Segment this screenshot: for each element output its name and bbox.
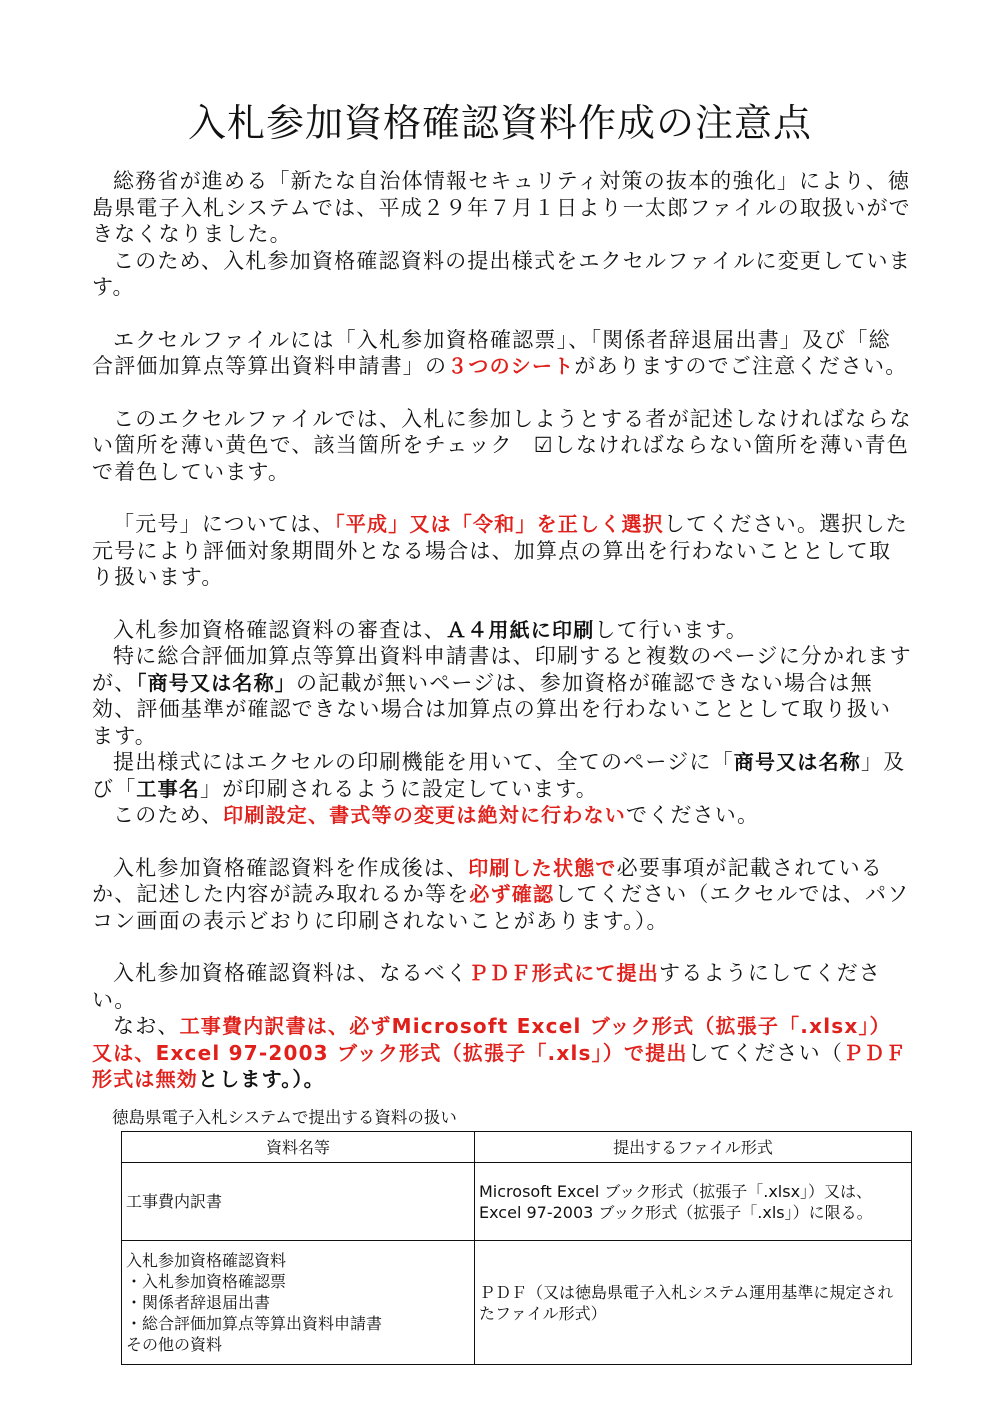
text-run: 入札参加資格確認資料を作成後は、 [113,855,469,880]
text-run: 入札参加資格確認資料の審査は、 [113,617,446,642]
text-run: でください。 [625,803,760,827]
text-run: しなければならない箇所を薄い青色で着色しています。 [92,433,909,484]
paragraph-line [92,855,912,935]
paragraph-line [92,511,912,591]
emphasis-bold: 「商号又は名称」 [136,670,297,695]
paragraph-line [92,617,912,644]
emphasis-red: ＰＤＦ形式にて提出 [468,961,660,985]
paragraph-pdf-submission [92,960,912,1093]
cell-line: ・総合評価加算点等算出資料申請書 [126,1314,383,1333]
emphasis-bold: Ａ４用紙に印刷 [446,617,595,642]
cell-line: 入札参加資格確認資料 [126,1251,287,1270]
text-run: このエクセルファイルでは、入札に参加しようとする者が記述しなければならない箇所を薄い黄色で、該当箇所をチェック [92,406,912,457]
paragraph-system-change [92,168,912,301]
cell-file-format: ＰＤＦ（又は徳島県電子入札システム運用基準に規定されたファイル形式） [475,1241,912,1365]
cell-document-name [122,1241,475,1365]
text-run: 「元号」については、 [113,512,335,536]
document-body [92,168,912,1119]
text-run: してください（エクセルでは、パソコン画面の表示どおりに印刷されないことがあります。）。 [92,882,910,933]
emphasis-red: 印刷設定、書式等の変更は絶対に行わない [223,803,626,827]
table-caption: 徳島県電子入札システムで提出する資料の扱い [112,1108,457,1127]
emphasis-red: 印刷した状態で [468,855,617,880]
paragraph-line [92,802,912,829]
text-run: 」及び「 [92,750,906,801]
emphasis-red: 工事費内訳書は、必ずMicrosoft Excel ブック形式（拡張子「.xlsx」）又は、Excel 97-2003 ブック形式（拡張子「.xls」）で提出 [92,1014,891,1065]
text-run: なお、 [113,1014,180,1038]
paragraph-line [92,749,912,802]
cell-line: ・関係者辞退届出書 [126,1293,271,1312]
paragraph-printing [92,617,912,829]
paragraph-line [92,406,912,486]
paragraph-era-name [92,511,912,591]
text-run: 特に総合評価加算点等算出資料申請書は、印刷すると複数のページに分かれますが、 [92,644,912,695]
page-title: 入札参加資格確認資料作成の注意点 [187,101,812,145]
text-run: してください（ [687,1040,844,1065]
paragraph-line [92,327,912,380]
paragraph-verification [92,855,912,935]
text-run: がありますのでご注意ください。 [574,354,908,378]
table-header-row [122,1132,912,1163]
cell-document-name: 工事費内訳書 [122,1163,475,1241]
emphasis-bold: 商号又は名称 [733,750,861,774]
emphasis-red: ＰＤＦ形式は無効 [92,1040,907,1091]
paragraph-line [92,960,912,1013]
paragraph-line: 総務省が進める「新たな自治体情報セキュリティ対策の抜本的強化」により、徳島県電子入札システムでは、平成２９年７月１日より一太郎ファイルの取扱いができなくなりました。 [92,169,911,246]
emphasis-red: 「平成」又は「令和」を正しく選択 [334,512,664,536]
text-run: するようにしてください。 [92,961,882,1012]
emphasis-bold: とします。）。 [198,1067,325,1091]
text-run: 」が印刷されるように設定しています。 [200,776,598,801]
header-file-format: 提出するファイル形式 [475,1132,912,1163]
cell-line: その他の資料 [126,1335,223,1354]
text-run: して行います。 [594,617,749,642]
paragraph-line [92,643,912,749]
table-row [122,1163,912,1241]
header-document-name: 資料名等 [122,1132,475,1163]
cell-file-format: Microsoft Excel ブック形式（拡張子「.xlsx」）又は、Excel 97-2003 ブック形式（拡張子「.xls」）に限る。 [475,1163,912,1241]
text-run: 必要事項が記載されているか、記述した内容が読み取れるか等を [92,855,884,906]
paragraph-color-coding [92,406,912,486]
paragraph-line: このため、入札参加資格確認資料の提出様式をエクセルファイルに変更しています。 [92,248,911,299]
checkbox-checked-icon: ☑ [533,433,554,457]
text-run: してください。選択した元号により評価対象期間外となる場合は、加算点の算出を行わないこととして取り扱います。 [92,512,908,589]
emphasis-bold: 工事名 [136,776,201,801]
emphasis-red: ３つのシート [447,354,575,378]
text-run: エクセルファイルには「入札参加資格確認票」、「関係者辞退届出書」及び「総合評価加算点等算出資料申請書」の [92,327,891,378]
emphasis-red: 必ず確認 [469,882,555,906]
text-run: 提出様式にはエクセルの印刷機能を用いて、全てのページに「 [113,750,734,774]
paragraph-line [92,1013,912,1093]
table-row [122,1241,912,1365]
paragraph-three-sheets [92,327,912,380]
text-run: このため、 [113,803,224,827]
cell-line: ・入札参加資格確認票 [126,1272,287,1291]
text-run: の記載が無いページは、参加資格が確認できない場合は無効、評価基準が確認できない場合は加算点の算出を行わないこととして取り扱います。 [92,670,892,748]
file-format-table [121,1131,912,1365]
text-run: 入札参加資格確認資料は、なるべく [113,961,469,985]
